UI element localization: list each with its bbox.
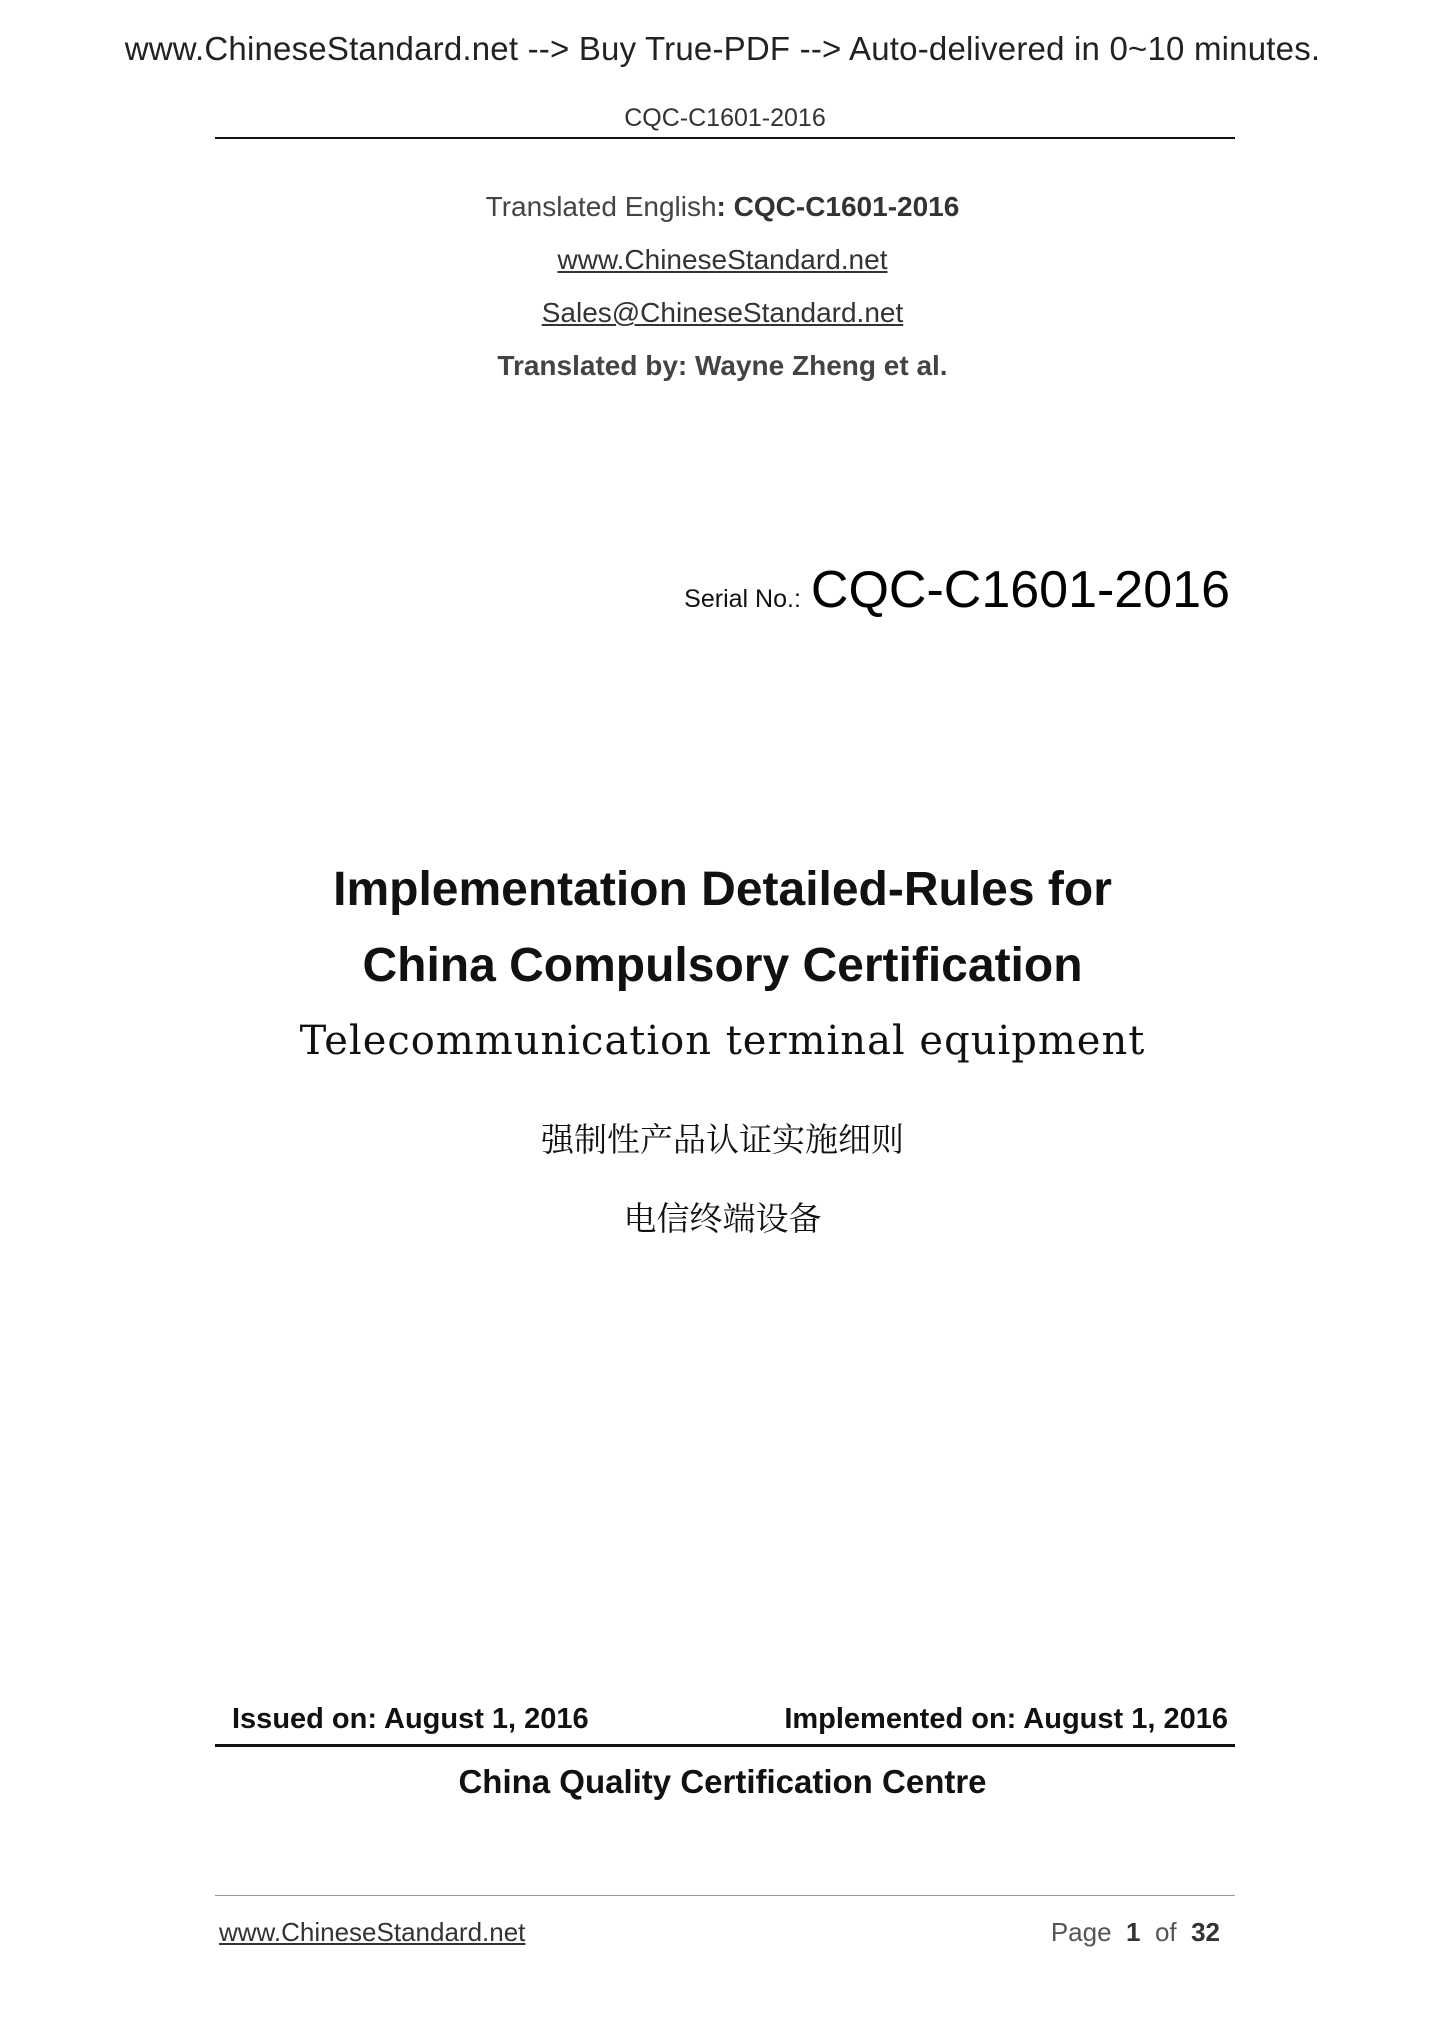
- document-title-line-1: Implementation Detailed-Rules for: [333, 863, 1112, 916]
- meta-website-row: [0, 244, 1445, 276]
- issuing-organization: China Quality Certification Centre: [458, 1763, 987, 1800]
- header-divider: [215, 137, 1235, 139]
- page-of-label: of: [1154, 1917, 1177, 1947]
- running-header-code: CQC-C1601-2016: [624, 104, 826, 132]
- serial-number-label: Serial No.:: [684, 585, 801, 613]
- translated-english-code: : CQC-C1601-2016: [716, 191, 960, 222]
- page-total: 32: [1191, 1917, 1220, 1947]
- page-current: 1: [1126, 1917, 1141, 1947]
- footer-website-link[interactable]: www.ChineseStandard.net: [219, 1917, 526, 1947]
- page-label: Page: [1050, 1917, 1112, 1947]
- translator-credit: Translated by: Wayne Zheng et al.: [497, 350, 948, 381]
- meta-email-row: [0, 297, 1445, 329]
- serial-number: [600, 560, 1230, 620]
- document-subtitle: Telecommunication terminal equipment: [299, 1018, 1146, 1064]
- dates-divider: [215, 1744, 1235, 1747]
- chinese-title-line-2: 电信终端设备: [623, 1199, 822, 1238]
- top-banner: www.ChineseStandard.net --> Buy True-PDF --> Auto-delivered in 0~10 minutes.: [124, 30, 1321, 67]
- footer-divider: [215, 1895, 1235, 1896]
- issued-date: Issued on: August 1, 2016: [232, 1703, 589, 1735]
- page-indicator: [900, 1917, 1220, 1948]
- document-title-line-2: China Compulsory Certification: [362, 939, 1083, 992]
- website-link[interactable]: www.ChineseStandard.net: [557, 244, 888, 275]
- serial-number-value: CQC-C1601-2016: [810, 561, 1230, 619]
- translated-english-line: [0, 191, 1445, 223]
- implemented-date: Implemented on: August 1, 2016: [784, 1703, 1228, 1735]
- translated-english-label: Translated English: [485, 191, 717, 222]
- sales-email-link[interactable]: Sales@ChineseStandard.net: [541, 297, 904, 328]
- chinese-title-line-1: 强制性产品认证实施细则: [541, 1120, 904, 1159]
